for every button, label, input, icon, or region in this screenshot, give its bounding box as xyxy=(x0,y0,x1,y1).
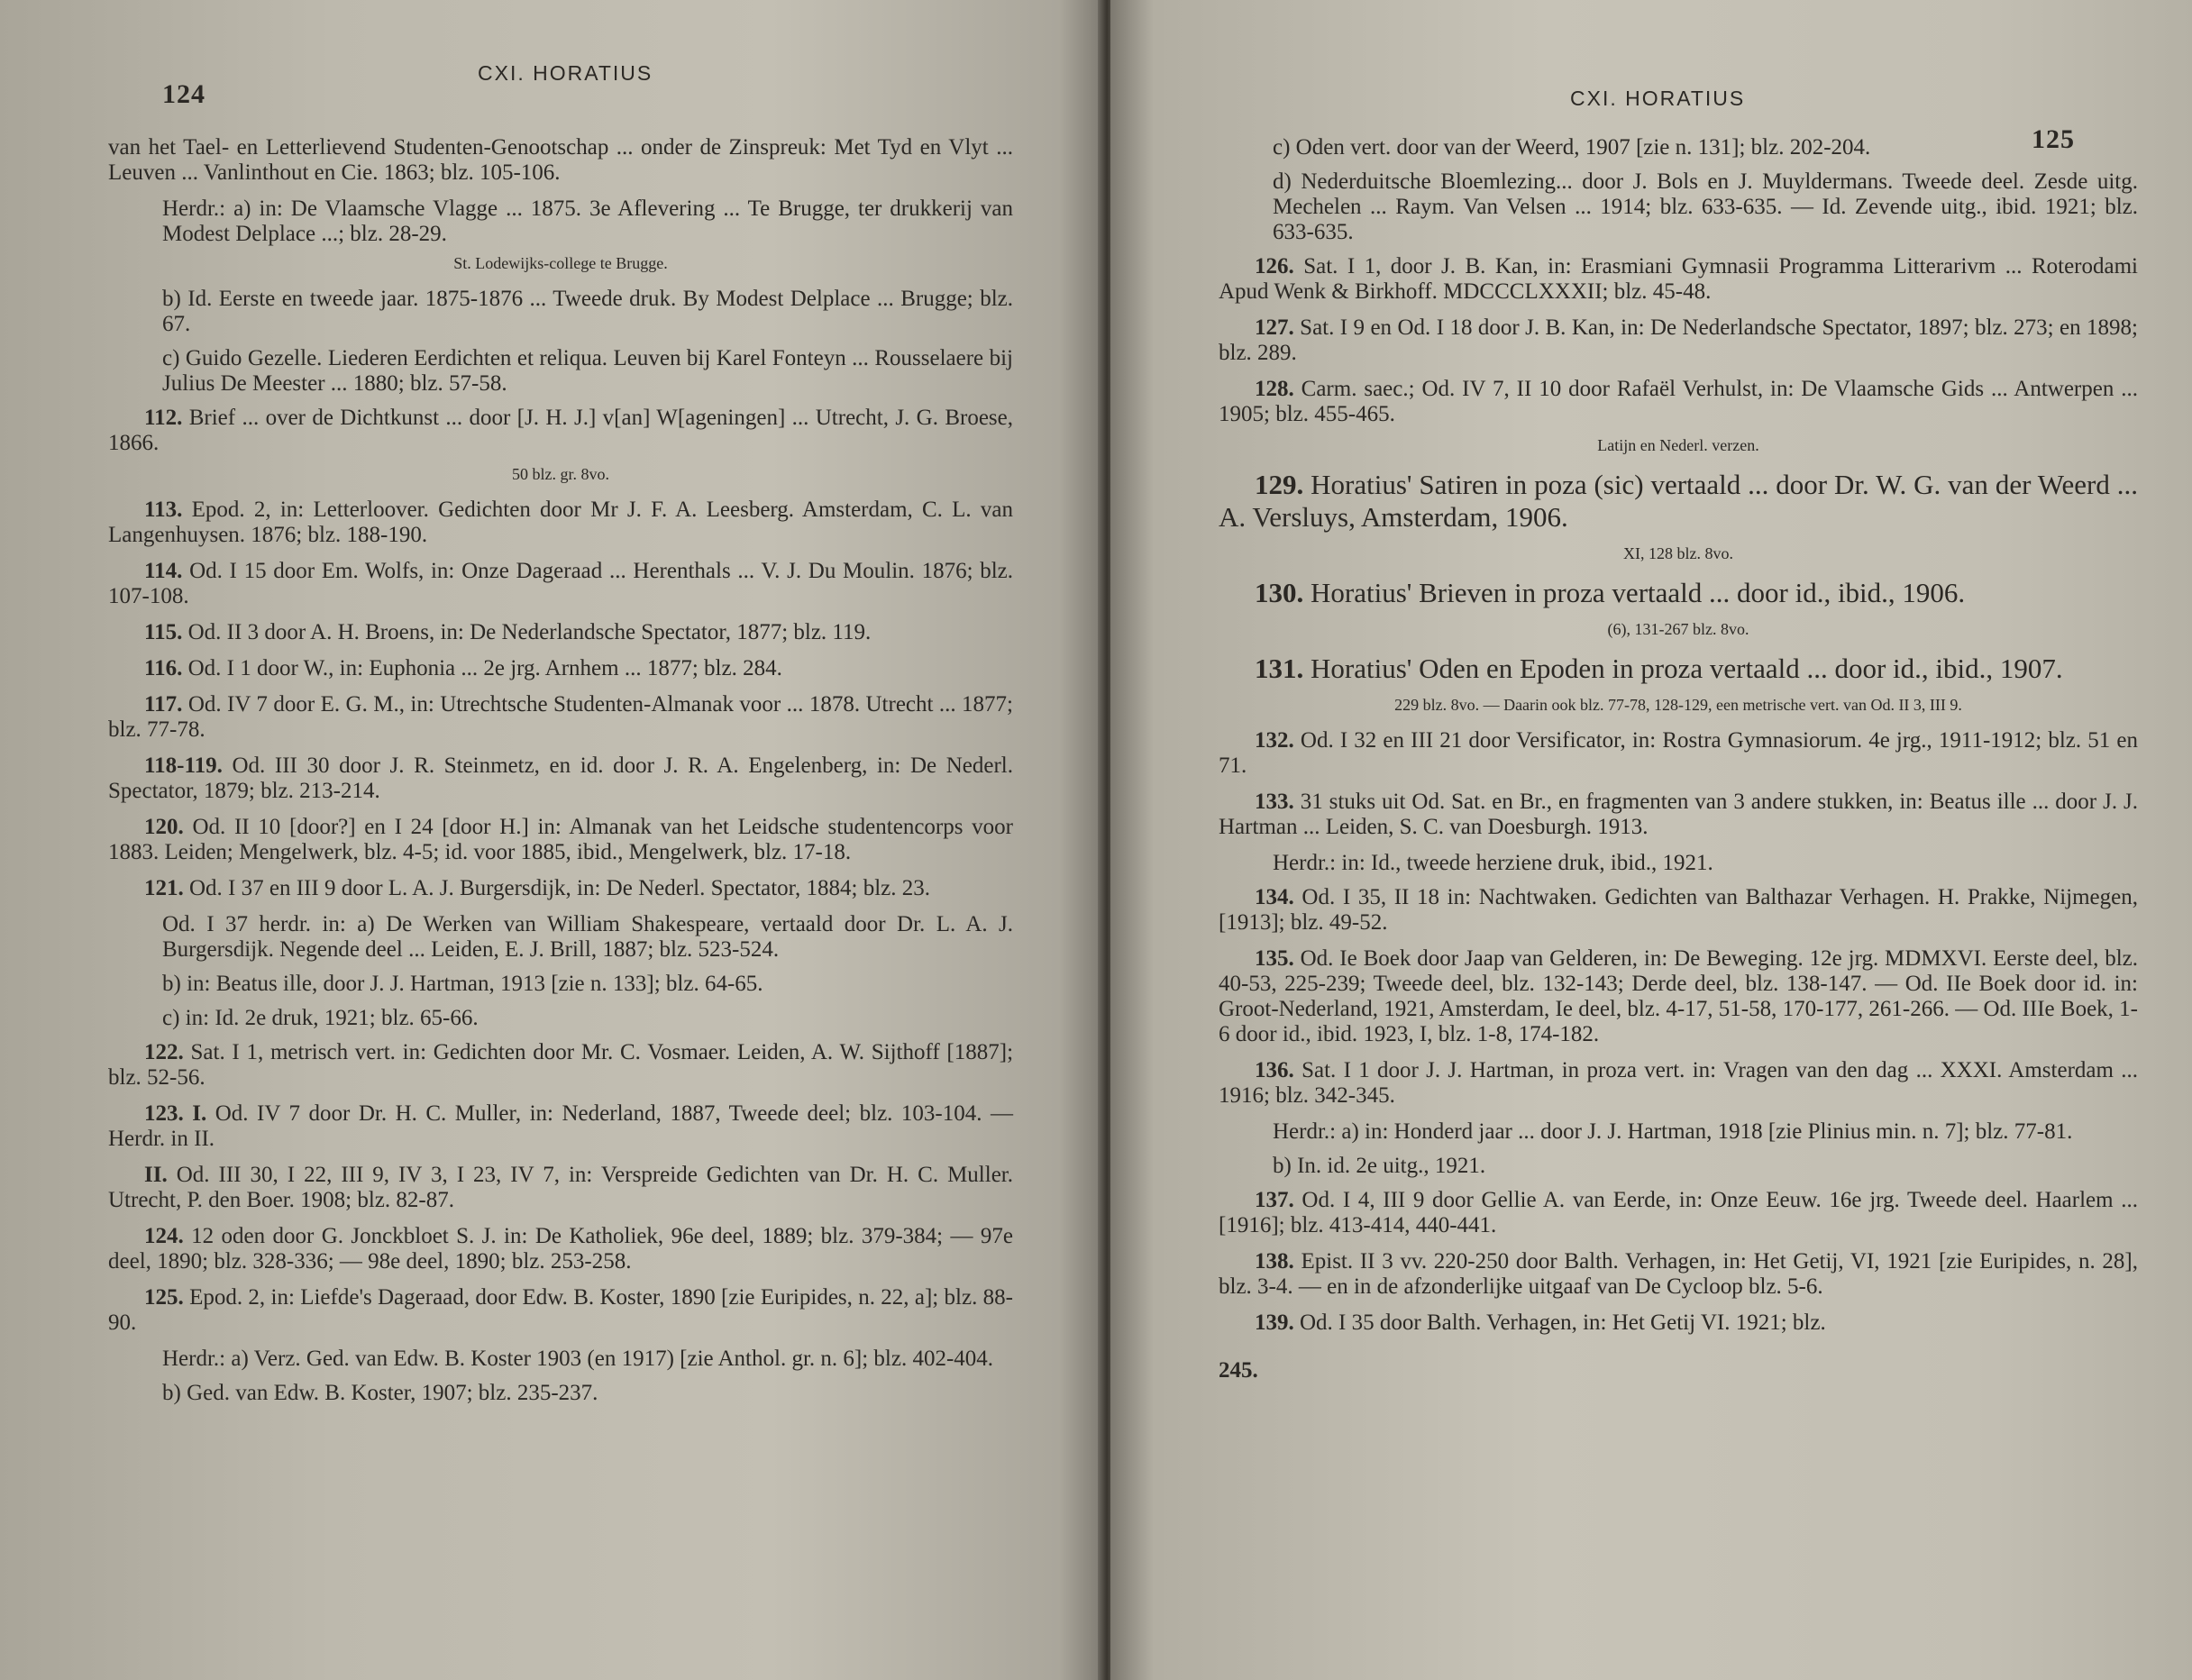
bibliography-entry xyxy=(1219,1310,2138,1336)
entry-text: 50 blz. gr. 8vo. xyxy=(512,465,609,483)
reprint-entry xyxy=(1219,169,2138,245)
entry-number: 127. xyxy=(1255,315,1294,340)
bibliography-entry xyxy=(1219,315,2138,366)
entry-text: Od. IV 7 door Dr. H. C. Muller, in: Nederland, 1887, Tweede deel; blz. 103-104. — Herdr. in II. xyxy=(108,1101,1014,1151)
signature-mark xyxy=(1219,1358,2138,1383)
entry-text: van het Tael- en Letterlievend Studenten-Genootschap ... onder de Zinspreuk: Met Tyd en Vlyt ... Leuven ... Vanlinthout en Cie. 1863; blz. 105-106. xyxy=(108,135,1013,185)
entry-text: Carm. saec.; Od. IV 7, II 10 door Rafaël Verhulst, in: De Vlaamsche Gids ... Antwerpen ... 1905; blz. 455-465. xyxy=(1219,377,2138,426)
entry-text: Od. II 3 door A. H. Broens, in: De Nederlandsche Spectator, 1877; blz. 119. xyxy=(187,620,872,644)
bibliography-entry xyxy=(1219,653,2138,685)
entry-text: Horatius' Brieven in proza vertaald ... door id., ibid., 1906. xyxy=(1311,577,1966,608)
bibliography-entry xyxy=(108,1224,1013,1274)
entry-number: 114. xyxy=(144,559,183,583)
bibliography-entry xyxy=(1219,1058,2138,1109)
entry-text: 31 stuks uit Od. Sat. en Br., en fragmenten van 3 andere stukken, in: Beatus ille ... door J. J. Hartman ... Leiden, S. C. van Doesburgh. 1913. xyxy=(1219,790,2139,839)
entry-number: 131. xyxy=(1255,653,1304,684)
continued-entry xyxy=(108,135,1013,186)
bibliography-entry xyxy=(1219,377,2138,427)
entry-number: 139. xyxy=(1255,1310,1294,1335)
entry-text: Od. I 15 door Em. Wolfs, in: Onze Dageraad ... Herenthals ... V. J. Du Moulin. 1876; blz. 107-108. xyxy=(108,559,1013,608)
entry-number: 116. xyxy=(144,656,183,680)
entry-number: 128. xyxy=(1255,377,1294,401)
bibliography-entry xyxy=(1219,1188,2138,1238)
reprint-entry xyxy=(1219,851,2138,876)
collation-note xyxy=(1219,541,2138,566)
bibliography-entry xyxy=(108,1163,1013,1213)
entry-text: XI, 128 blz. 8vo. xyxy=(1623,544,1733,562)
entry-text: 245. xyxy=(1219,1358,1258,1383)
entry-number: 138. xyxy=(1255,1249,1294,1274)
bibliography-entry xyxy=(108,753,1013,804)
collation-note xyxy=(108,461,1013,487)
entry-number: 126. xyxy=(1255,254,1294,278)
entry-text: d) Nederduitsche Bloemlezing... door J. Bols en J. Muyldermans. Tweede deel. Zesde uitg. Mechelen ... Raym. Van Velsen ... 1914; blz. 633-635. — Id. Zevende uitg., ibid. 1921; blz. 633-635. xyxy=(1273,169,2138,244)
bibliography-entry xyxy=(108,815,1013,865)
entry-text: Od. I 37 en III 9 door L. A. J. Burgersdijk, in: De Nederl. Spectator, 1884; blz. 23. xyxy=(189,876,930,900)
reprint-entry xyxy=(108,1006,1013,1031)
bibliography-entry xyxy=(108,876,1013,901)
bibliography-entries xyxy=(1219,135,2138,1383)
entry-text: Sat. I 1, door J. B. Kan, in: Erasmiani Gymnasii Programma Litterarivm ... Roterodami Apud Wenk & Birkhoff. MDCCCLXXXII; blz. 45-48. xyxy=(1219,254,2138,304)
reprint-entry xyxy=(1219,135,2138,160)
entry-text: Od. I 1 door W., in: Euphonia ... 2e jrg. Arnhem ... 1877; blz. 284. xyxy=(187,656,782,680)
entry-number: II. xyxy=(144,1163,168,1187)
entry-text: Od. I 35 door Balth. Verhagen, in: Het Getij VI. 1921; blz. xyxy=(1300,1310,1826,1335)
entry-text: Herdr.: in: Id., tweede herziene druk, ibid., 1921. xyxy=(1273,851,1713,875)
bibliography-entry xyxy=(108,406,1013,456)
reprint-entry xyxy=(108,346,1013,397)
entry-text: Epist. II 3 vv. 220-250 door Balth. Verhagen, in: Het Getij, VI, 1921 [zie Euripides, n. 28], blz. 3-4. — en in de afzonderlijke uitgaaf van De Cycloop blz. 5-6. xyxy=(1219,1249,2139,1299)
entry-text: St. Lodewijks-college te Brugge. xyxy=(453,254,668,272)
entry-text: Od. II 10 [door?] en I 24 [door H.] in: Almanak van het Leidsche studentencorps voor 1883. Leiden; Mengelwerk, blz. 4-5; id. voor 1885, ibid., Mengelwerk, blz. 17-18. xyxy=(108,815,1013,864)
bibliography-entries xyxy=(108,135,1013,1406)
entry-text: Sat. I 1, metrisch vert. in: Gedichten door Mr. C. Vosmaer. Leiden, A. W. Sijthoff [1887]; blz. 52-56. xyxy=(108,1040,1014,1090)
entry-text: 12 oden door G. Jonckbloet S. J. in: De Katholiek, 96e deel, 1889; blz. 379-384; — 97e deel, 1890; blz. 328-336; — 98e deel, 1890; blz. 253-258. xyxy=(108,1224,1013,1274)
reprint-entry xyxy=(108,972,1013,997)
entry-text: Od. IV 7 door E. G. M., in: Utrechtsche Studenten-Almanak voor ... 1878. Utrecht ... 1877; blz. 77-78. xyxy=(108,692,1014,742)
reprint-entry xyxy=(108,1381,1013,1406)
entry-text: Od. I 32 en III 21 door Versificator, in: Rostra Gymnasiorum. 4e jrg., 1911-1912; blz. 51 en 71. xyxy=(1219,728,2139,778)
entry-number: 136. xyxy=(1255,1058,1294,1082)
running-head: CXI. HORATIUS xyxy=(478,61,653,85)
entry-number: 133. xyxy=(1255,790,1294,814)
bibliography-entry xyxy=(108,1101,1013,1152)
entry-text: Epod. 2, in: Letterloover. Gedichten door Mr J. F. A. Leesberg. Amsterdam, C. L. van Langenhuysen. 1876; blz. 188-190. xyxy=(108,498,1014,547)
entry-number: 122. xyxy=(144,1040,184,1064)
entry-number: 135. xyxy=(1255,946,1294,971)
entry-text: c) Oden vert. door van der Weerd, 1907 [zie n. 131]; blz. 202-204. xyxy=(1273,135,1871,160)
bibliography-entry xyxy=(108,559,1013,609)
entry-number: 132. xyxy=(1255,728,1294,753)
entry-text: Horatius' Oden en Epoden in proza vertaald ... door id., ibid., 1907. xyxy=(1311,653,2063,684)
entry-number: 125. xyxy=(144,1285,184,1310)
entry-text: 229 blz. 8vo. — Daarin ook blz. 77-78, 128-129, een metrische vert. van Od. II 3, III 9. xyxy=(1394,696,1962,714)
entry-text: Od. I 4, III 9 door Gellie A. van Eerde, in: Onze Eeuw. 16e jrg. Tweede deel. Haarlem ... [1916]; blz. 413-414, 440-441. xyxy=(1219,1188,2138,1237)
collation-note xyxy=(1219,433,2138,458)
reprint-entry xyxy=(108,912,1013,963)
entry-number: 120. xyxy=(144,815,184,839)
reprint-entry xyxy=(108,1347,1013,1372)
bibliography-entry xyxy=(108,620,1013,645)
bibliography-entry xyxy=(108,1285,1013,1336)
entry-number: 129. xyxy=(1255,469,1304,500)
bibliography-entry xyxy=(1219,469,2138,534)
entry-text: Horatius' Satiren in poza (sic) vertaald ... door Dr. W. G. van der Weerd ... A. Versluys, Amsterdam, 1906. xyxy=(1219,469,2138,533)
bibliography-entry xyxy=(1219,1249,2138,1300)
right-page xyxy=(1110,0,2192,1680)
entry-number: 134. xyxy=(1255,885,1294,909)
bibliography-entry xyxy=(108,692,1013,743)
bibliography-entry xyxy=(1219,885,2138,936)
page-number: 124 xyxy=(162,79,206,109)
entry-number: 112. xyxy=(144,406,183,430)
bibliography-entry xyxy=(1219,254,2138,305)
entry-text: Od. I 35, II 18 in: Nachtwaken. Gedichten van Balthazar Verhagen. H. Prakke, Nijmegen, [1913]; blz. 49-52. xyxy=(1219,885,2139,935)
entry-text: b) Ged. van Edw. B. Koster, 1907; blz. 235-237. xyxy=(162,1381,598,1405)
reprint-entry xyxy=(108,196,1013,247)
bibliography-entry xyxy=(108,656,1013,681)
entry-text: Sat. I 9 en Od. I 18 door J. B. Kan, in: De Nederlandsche Spectator, 1897; blz. 273; en 1898; blz. 289. xyxy=(1219,315,2138,365)
collation-note xyxy=(108,251,1013,276)
reprint-entry xyxy=(108,287,1013,337)
entry-number: 123. I. xyxy=(144,1101,207,1126)
reprint-entry xyxy=(1219,1119,2138,1145)
entry-text: b) Id. Eerste en tweede jaar. 1875-1876 ... Tweede druk. By Modest Delplace ... Brugge; blz. 67. xyxy=(162,287,1013,336)
entry-number: 124. xyxy=(144,1224,184,1248)
entry-text: Od. I 37 herdr. in: a) De Werken van William Shakespeare, vertaald door Dr. L. A. J. Burgersdijk. Negende deel ... Leiden, E. J. Brill, 1887; blz. 523-524. xyxy=(162,912,1013,962)
entry-text: Herdr.: a) in: De Vlaamsche Vlagge ... 1875. 3e Aflevering ... Te Brugge, ter drukkerij van Modest Delplace ...; blz. 28-29. xyxy=(162,196,1013,246)
entry-text: c) in: Id. 2e druk, 1921; blz. 65-66. xyxy=(162,1006,479,1030)
running-head: CXI. HORATIUS xyxy=(1570,87,1746,110)
entry-text: Epod. 2, in: Liefde's Dageraad, door Edw. B. Koster, 1890 [zie Euripides, n. 22, a]; blz. 88-90. xyxy=(108,1285,1013,1335)
entry-text: b) in: Beatus ille, door J. J. Hartman, 1913 [zie n. 133]; blz. 64-65. xyxy=(162,972,763,996)
entry-number: 130. xyxy=(1255,577,1304,608)
entry-number: 115. xyxy=(144,620,183,644)
entry-text: Herdr.: a) Verz. Ged. van Edw. B. Koster 1903 (en 1917) [zie Anthol. gr. n. 6]; blz. 402-404. xyxy=(162,1347,994,1371)
entry-number: 117. xyxy=(144,692,183,717)
entry-number: 118-119. xyxy=(144,753,223,778)
collation-note xyxy=(1219,616,2138,642)
collation-note xyxy=(1219,692,2138,717)
entry-number: 113. xyxy=(144,498,183,522)
bibliography-entry xyxy=(1219,946,2138,1047)
bibliography-entry xyxy=(108,1040,1013,1091)
entry-number: 121. xyxy=(144,876,184,900)
entry-text: Latijn en Nederl. verzen. xyxy=(1597,436,1759,454)
bibliography-entry xyxy=(1219,577,2138,609)
entry-number: 137. xyxy=(1255,1188,1294,1212)
entry-text: Od. III 30, I 22, III 9, IV 3, I 23, IV 7, in: Verspreide Gedichten van Dr. H. C. Muller. Utrecht, P. den Boer. 1908; blz. 82-87. xyxy=(108,1163,1013,1212)
bibliography-entry xyxy=(108,498,1013,548)
entry-text: Od. Ie Boek door Jaap van Gelderen, in: De Beweging. 12e jrg. MDMXVI. Eerste deel, blz. 40-53, 225-239; Tweede deel, blz. 132-143; Derde deel, blz. 138-147. — Od. IIe Boek door id. in: Groot-Nederland, 1921, Amsterdam, Ie deel, blz. 4-17, 51-58, 170-177, 261-266. — Od. IIIe Boek, 1-6 door id., ibid. 1923, I, blz. 1-8, 174-182. xyxy=(1219,946,2138,1046)
entry-text: Brief ... over de Dichtkunst ... door [J. H. J.] v[an] W[ageningen] ... Utrecht, J. G. Broese, 1866. xyxy=(108,406,1013,455)
entry-text: (6), 131-267 blz. 8vo. xyxy=(1607,620,1749,638)
bibliography-entry xyxy=(1219,790,2138,840)
page-number: 125 xyxy=(2032,124,2075,154)
entry-text: b) In. id. 2e uitg., 1921. xyxy=(1273,1154,1486,1178)
entry-text: Sat. I 1 door J. J. Hartman, in proza vert. in: Vragen van den dag ... XXXI. Amsterdam ... 1916; blz. 342-345. xyxy=(1219,1058,2138,1108)
reprint-entry xyxy=(1219,1154,2138,1179)
bibliography-entry xyxy=(1219,728,2138,779)
entry-text: Od. III 30 door J. R. Steinmetz, en id. door J. R. A. Engelenberg, in: De Nederl. Spectator, 1879; blz. 213-214. xyxy=(108,753,1013,803)
entry-text: Herdr.: a) in: Honderd jaar ... door J. J. Hartman, 1918 [zie Plinius min. n. 7]; blz. 77-81. xyxy=(1273,1119,2073,1144)
entry-text: c) Guido Gezelle. Liederen Eerdichten et reliqua. Leuven bij Karel Fonteyn ... Rousselaere bij Julius De Meester ... 1880; blz. 57-58. xyxy=(162,346,1013,396)
